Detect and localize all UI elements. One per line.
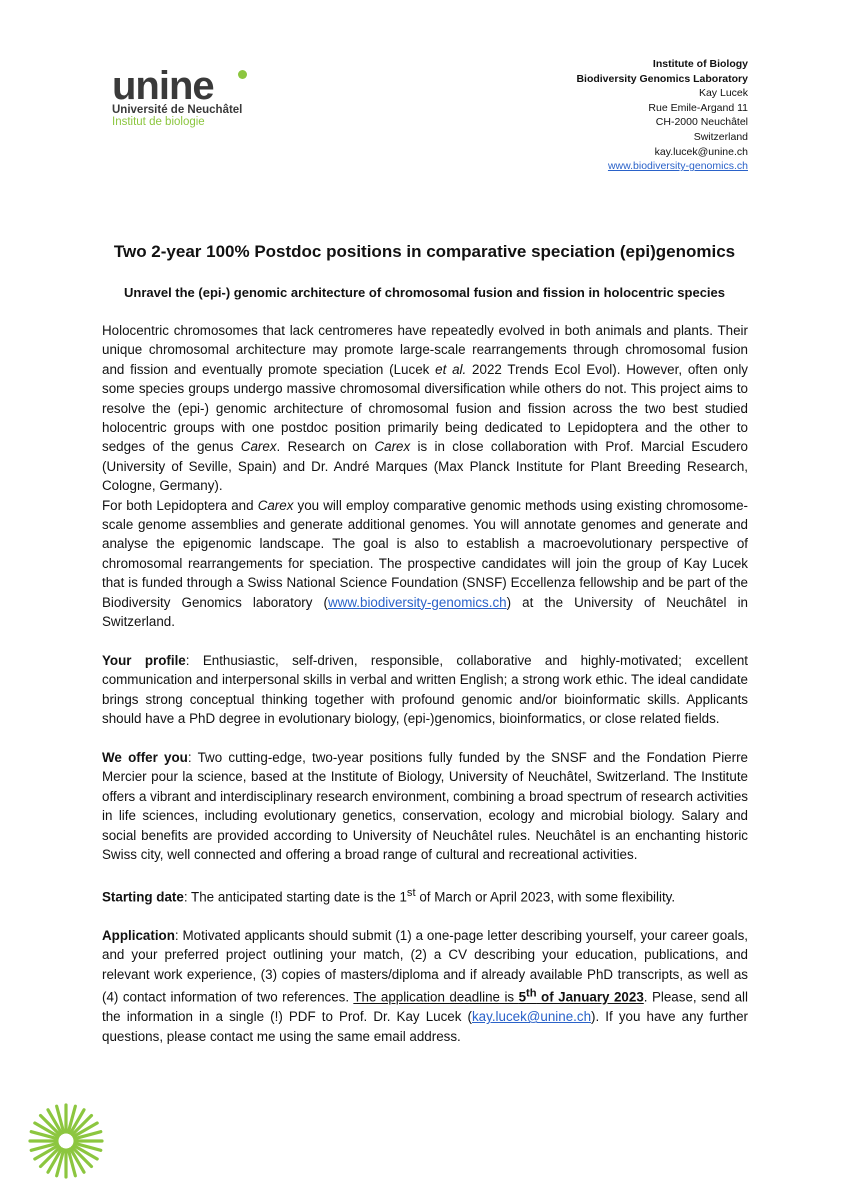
- contact-email-link[interactable]: kay.lucek@unine.ch: [471, 1009, 592, 1025]
- unine-logo: [112, 64, 243, 128]
- offer-paragraph: We offer you: Two cutting-edge, two-year positions fully funded by the SNSF and the Fondation Pierre Mercier pour la science, based at the Institute of Biology, University of Neuchâtel, Switzerland. The Institute offers a vibrant and interdisciplinary research environment, combining a broad spectrum of research activities in life sciences, including evolutionary genetics, conservation, ecology and microbial biology. Salary and social benefits are provided according to University of Neuchâtel rules. Neuchâtel is an enchanting historic Swiss city, well connected and offering a broad range of cultural and recreational activities.: [102, 749, 748, 862]
- profile-paragraph: Your profile: Enthusiastic, self-driven, responsible, collaborative and highly-motivated; excellent communication and interpersonal skills in verbal and written English; a strong work ethic. The ideal candidate brings strong conceptual thinking together with profound genomic and/or bioinformatic skills. Applicants should have a PhD degree in evolutionary biology, (epi-)genomics, bioinformatics, or close related fields.: [102, 652, 748, 727]
- letter-body: [102, 321, 748, 1046]
- application-paragraph: Application: Motivated applicants should submit (1) a one-page letter describing yourself, your career goals, and your preferred project outlining your match, (2) a CV describing your education, publications, and relevant work experience, (3) copies of masters/diploma and if already available PhD transcripts, as well as (4) contact information of two references. The application deadline is 5th of January 2023. Please, send all the information in a single (!) PDF to Prof. Dr. Kay Lucek (kay.lucek@unine.ch). If you have any further questions, please contact me using the same email address.: [102, 928, 748, 1044]
- logo-wordmark: unine: [112, 68, 242, 104]
- page-title: Two 2-year 100% Postdoc positions in comparative speciation (epi)genomics: [113, 242, 736, 261]
- address-website-link[interactable]: www.biodiversity-genomics.ch: [607, 160, 748, 173]
- address-institute: Institute of Biology: [652, 58, 748, 70]
- sender-address: [576, 57, 748, 174]
- lab-website-link[interactable]: www.biodiversity-genomics.ch: [328, 594, 507, 610]
- address-lab: Biodiversity Genomics Laboratory: [576, 72, 748, 85]
- address-name: Kay Lucek: [698, 87, 748, 100]
- address-country: Switzerland: [693, 130, 748, 143]
- sunburst-logo-icon: [28, 1103, 104, 1179]
- logo-institute: Institut de biologie: [112, 116, 205, 128]
- deadline-text: The application deadline is 5th of January 2023: [353, 987, 644, 1005]
- address-email: kay.lucek@unine.ch: [654, 145, 748, 158]
- logo-university: Université de Neuchâtel: [112, 104, 243, 116]
- methods-paragraph: For both Lepidoptera and Carex you will employ comparative genomic methods using existing chromosome-scale genome assemblies and generate additional genomes. You will annotate genomes and generate and analyse the epigenomic landscape. The goal is also to establish a macroevolutionary perspective of chromosomal rearrangements for speciation. The prospective candidates will join the group of Kay Lucek that is funded through a Swiss National Science Foundation (SNSF) Eccellenza fellowship and be part of the Biodiversity Genomics laboratory (www.biodiversity-genomics.ch) at the University of Neuchâtel in Switzerland.: [102, 497, 748, 630]
- address-street: Rue Emile-Argand 11: [648, 101, 748, 114]
- logo-dot: [238, 70, 247, 79]
- address-city: CH-2000 Neuchâtel: [655, 116, 748, 129]
- starting-date-paragraph: Starting date: The anticipated starting date is the 1st of March or April 2023, with some flexibility.: [102, 886, 676, 905]
- page-subtitle: Unravel the (epi-) genomic architecture of chromosomal fusion and fission in holocentric species: [123, 285, 725, 300]
- intro-paragraph: Holocentric chromosomes that lack centromeres have repeatedly evolved in both animals and plants. Their unique chromosomal architecture may promote large-scale rearrangements through chromosomal fusion and fission and eventually promote speciation (Lucek et al. 2022 Trends Ecol Evol). However, often only some species groups undergo massive chromosomal diversification while others do not. This project aims to resolve the (epi-) genomic architecture of chromosomal fusion and fission across the two best studied holocentric groups with one postdoc position primarily being dedicated to Lepidoptera and the other to sedges of the genus Carex. Research on Carex is in close collaboration with Prof. Marcial Escudero (University of Seville, Spain) and Dr. André Marques (Max Planck Institute for Plant Breeding Research, Cologne, Germany).: [102, 323, 748, 494]
